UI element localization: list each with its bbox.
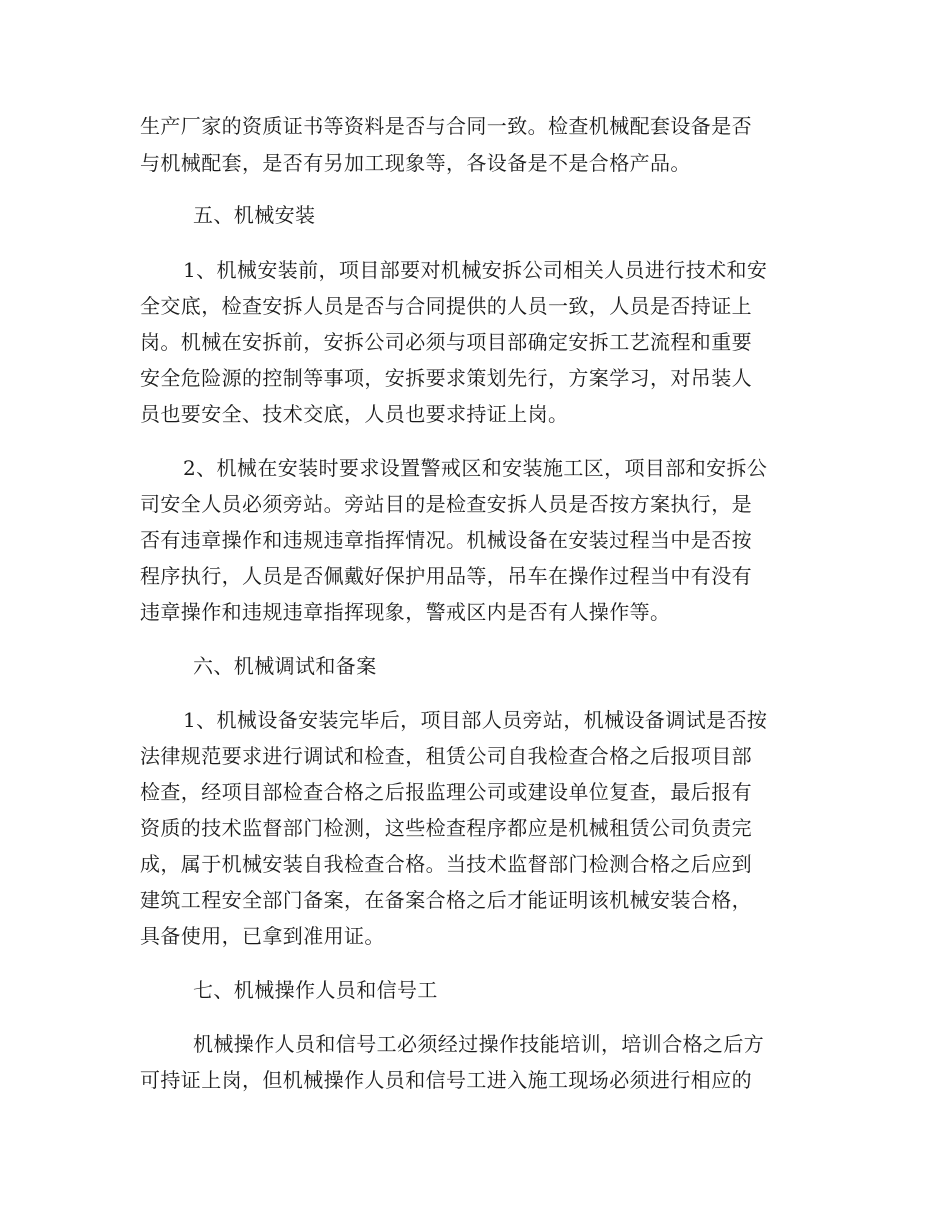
body-line: 与机械配套，是否有另加工现象等，各设备是不是合格产品。 <box>140 151 691 175</box>
body-line: 违章操作和违规违章指挥现象，警戒区内是否有人操作等。 <box>140 600 671 624</box>
body-line: 1、机械设备安装完毕后，项目部人员旁站，机械设备调试是否按 <box>183 708 768 732</box>
body-line: 资质的技术监督部门检测，这些检查程序都应是机械租赁公司负责完 <box>140 816 752 840</box>
body-line: 安全危险源的控制等事项，安拆要求策划先行，方案学习，对吊装人 <box>140 366 752 390</box>
body-line: 1、机械安装前，项目部要对机械安拆公司相关人员进行技术和安 <box>183 258 768 282</box>
section-heading: 七、机械操作人员和信号工 <box>193 978 438 1002</box>
body-line: 生产厂家的资质证书等资料是否与合同一致。检查机械配套设备是否 <box>140 114 752 138</box>
body-line: 法律规范要求进行调试和检查，租赁公司自我检查合格之后报项目部 <box>140 744 752 768</box>
body-line: 可持证上岗，但机械操作人员和信号工进入施工现场必须进行相应的 <box>140 1068 752 1092</box>
body-line: 2、机械在安装时要求设置警戒区和安装施工区，项目部和安拆公 <box>183 456 768 480</box>
body-line: 司安全人员必须旁站。旁站目的是检查安拆人员是否按方案执行，是 <box>140 492 752 516</box>
body-line: 岗。机械在安拆前，安拆公司必须与项目部确定安拆工艺流程和重要 <box>140 330 752 354</box>
body-line: 机械操作人员和信号工必须经过操作技能培训，培训合格之后方 <box>193 1032 765 1056</box>
body-line: 否有违章操作和违规违章指挥情况。机械设备在安装过程当中是否按 <box>140 528 752 552</box>
body-line: 建筑工程安全部门备案，在备案合格之后才能证明该机械安装合格， <box>140 888 752 912</box>
body-line: 员也要安全、技术交底，人员也要求持证上岗。 <box>140 402 569 426</box>
body-line: 成，属于机械安装自我检查合格。当技术监督部门检测合格之后应到 <box>140 852 752 876</box>
section-heading: 五、机械安装 <box>193 203 316 227</box>
body-line: 全交底，检查安拆人员是否与合同提供的人员一致，人员是否持证上 <box>140 294 752 318</box>
section-heading: 六、机械调试和备案 <box>193 654 377 678</box>
body-line: 程序执行，人员是否佩戴好保护用品等，吊车在操作过程当中有没有 <box>140 564 752 588</box>
body-line: 具备使用，已拿到准用证。 <box>140 924 385 948</box>
body-line: 检查，经项目部检查合格之后报监理公司或建设单位复查，最后报有 <box>140 780 752 804</box>
